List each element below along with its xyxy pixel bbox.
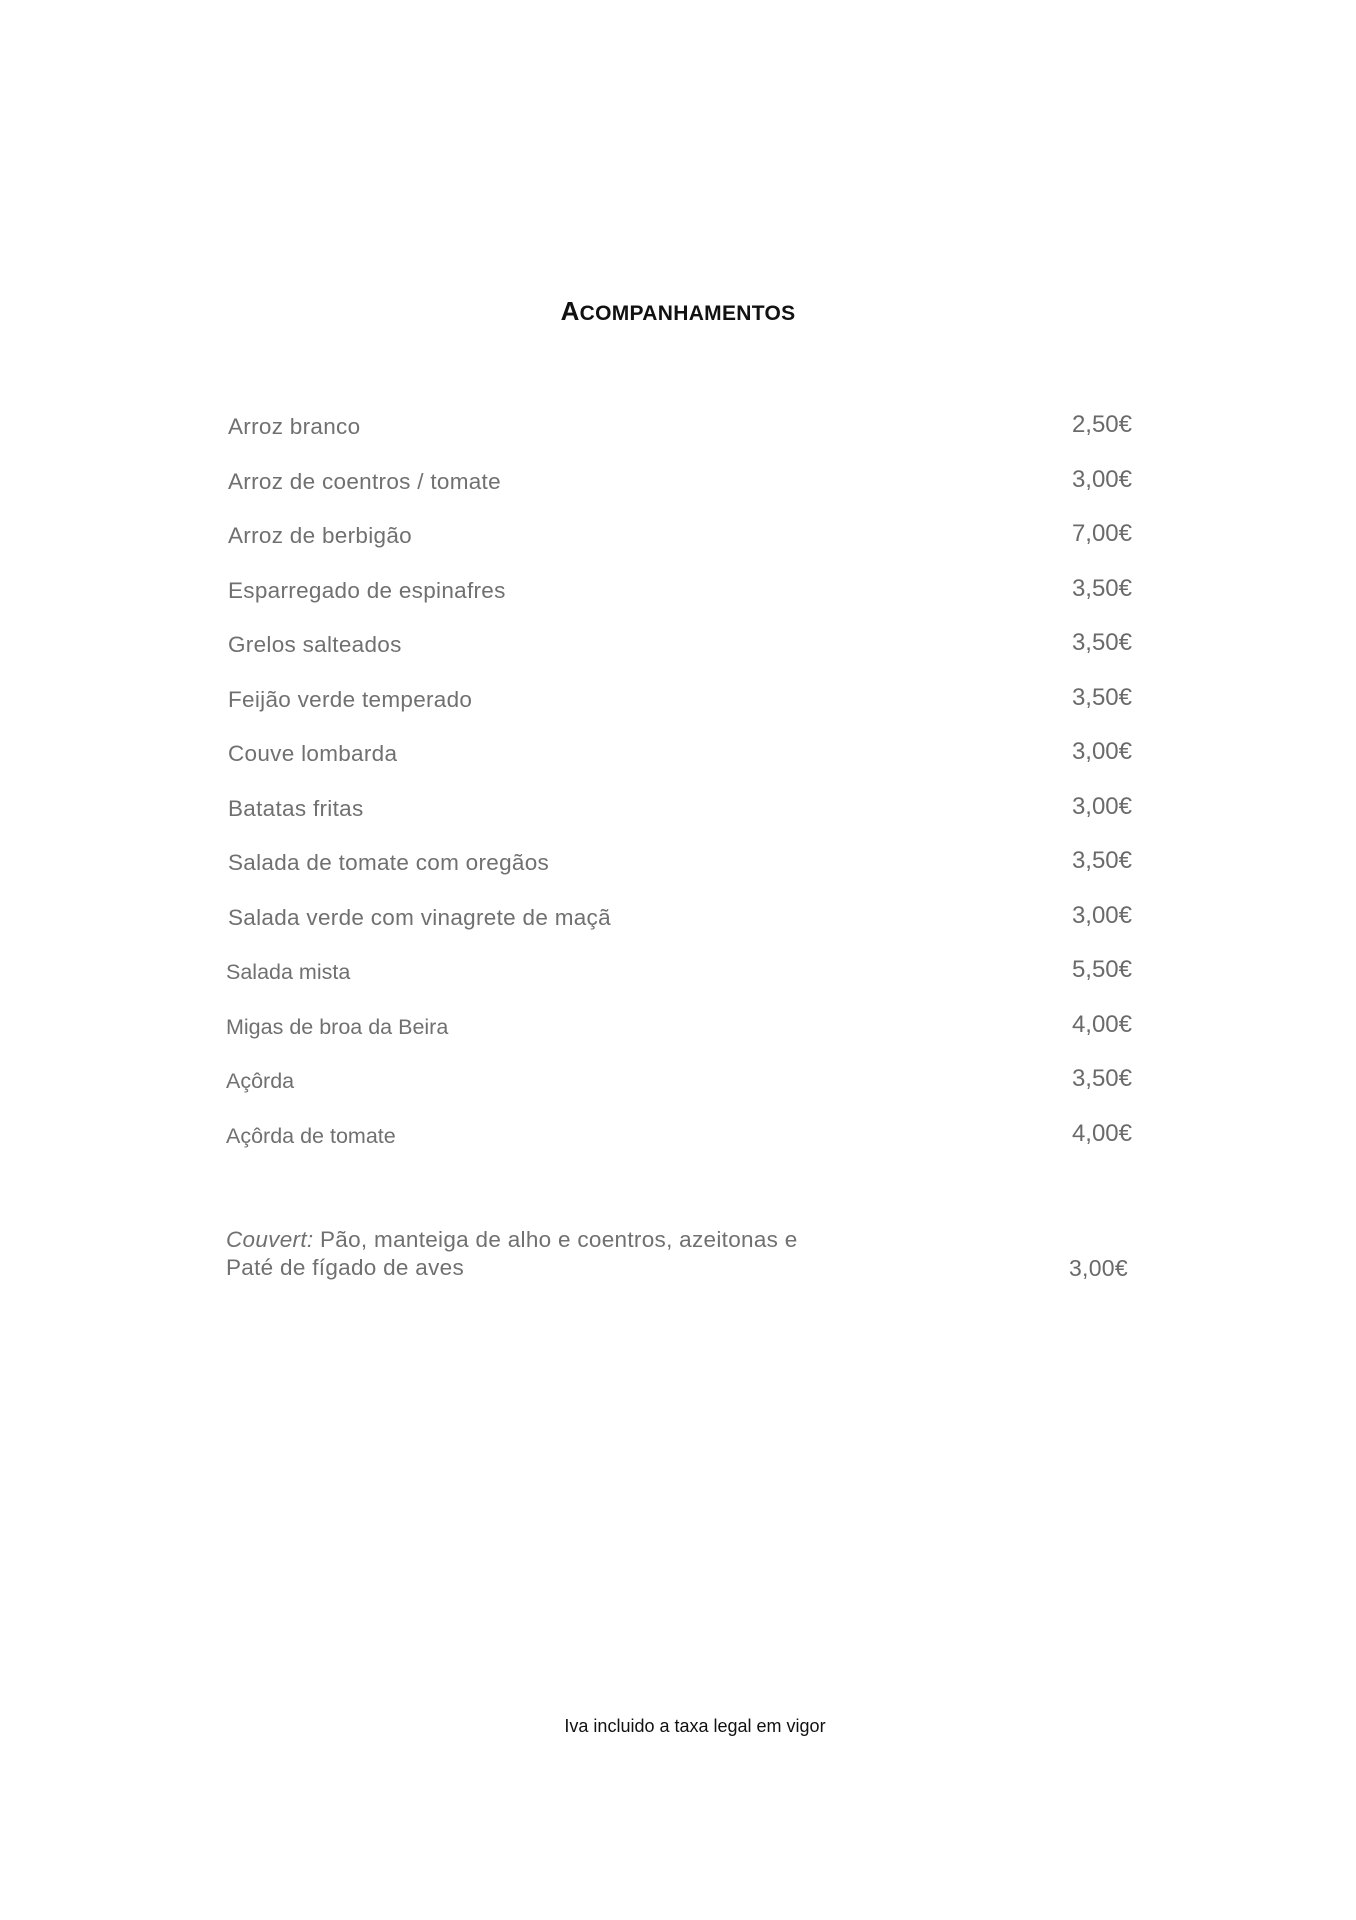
couvert-description-2: Paté de fígado de aves bbox=[226, 1255, 465, 1280]
menu-item-name: Esparregado de espinafres bbox=[228, 577, 506, 603]
menu-item-price: 3,50€ bbox=[1071, 629, 1132, 656]
couvert-label: Couvert: bbox=[226, 1227, 314, 1252]
menu-item bbox=[226, 408, 1136, 463]
menu-item bbox=[226, 1117, 1136, 1172]
menu-item-price: 3,50€ bbox=[1071, 574, 1132, 602]
couvert-description-1: Pão, manteiga de alho e coentros, azeitonas e bbox=[313, 1227, 798, 1252]
menu-item-price: 4,00€ bbox=[1071, 1010, 1132, 1038]
couvert-price: 3,00€ bbox=[1068, 1255, 1128, 1281]
menu-list bbox=[226, 408, 1136, 1171]
menu-item-name: Migas de broa da Beira bbox=[226, 1014, 449, 1039]
menu-item-price: 2,50€ bbox=[1071, 411, 1132, 438]
menu-item-name: Feijão verde temperado bbox=[228, 686, 473, 712]
menu-item bbox=[226, 1008, 1136, 1063]
menu-item bbox=[226, 626, 1136, 681]
menu-item-name: Grelos salteados bbox=[228, 632, 402, 657]
menu-item-price: 3,00€ bbox=[1071, 792, 1132, 820]
menu-item-price: 3,00€ bbox=[1071, 738, 1132, 765]
menu-item bbox=[226, 1062, 1136, 1117]
menu-item-price: 3,50€ bbox=[1071, 1065, 1132, 1092]
menu-item-name: Açôrda de tomate bbox=[226, 1123, 396, 1148]
menu-item-price: 4,00€ bbox=[1071, 1119, 1132, 1147]
menu-item-name: Salada mista bbox=[226, 960, 351, 984]
menu-item bbox=[226, 517, 1136, 572]
menu-item-price: 5,50€ bbox=[1071, 956, 1132, 983]
page-title-initial: A bbox=[560, 296, 580, 326]
menu-item bbox=[226, 463, 1136, 518]
menu-item-name: Batatas fritas bbox=[228, 795, 364, 821]
menu-item-price: 3,00€ bbox=[1071, 901, 1132, 929]
menu-item-name: Couve lombarda bbox=[228, 741, 398, 766]
menu-item-price: 3,50€ bbox=[1071, 847, 1132, 874]
menu-item bbox=[226, 899, 1136, 954]
menu-item-price: 7,00€ bbox=[1071, 520, 1132, 547]
menu-item-name: Salada verde com vinagrete de maçã bbox=[228, 904, 611, 930]
menu-item-price: 3,50€ bbox=[1071, 683, 1132, 711]
couvert-section bbox=[226, 1226, 1136, 1282]
page-title bbox=[0, 296, 1356, 327]
menu-item-name: Arroz branco bbox=[228, 414, 361, 439]
footer-note: Iva incluido a taxa legal em vigor bbox=[564, 1716, 826, 1736]
menu-item bbox=[226, 681, 1136, 736]
menu-item-name: Açôrda bbox=[226, 1069, 295, 1093]
menu-item bbox=[226, 790, 1136, 845]
menu-item bbox=[226, 844, 1136, 899]
couvert-line-1 bbox=[226, 1226, 1136, 1254]
menu-item-name: Arroz de berbigão bbox=[228, 523, 412, 548]
menu-item-name: Arroz de coentros / tomate bbox=[228, 468, 501, 494]
page-title-rest: COMPANHAMENTOS bbox=[579, 302, 796, 325]
menu-item bbox=[226, 735, 1136, 790]
menu-item bbox=[226, 953, 1136, 1008]
menu-item-price: 3,00€ bbox=[1071, 465, 1132, 493]
menu-item bbox=[226, 572, 1136, 627]
menu-item-name: Salada de tomate com oregãos bbox=[228, 850, 550, 875]
